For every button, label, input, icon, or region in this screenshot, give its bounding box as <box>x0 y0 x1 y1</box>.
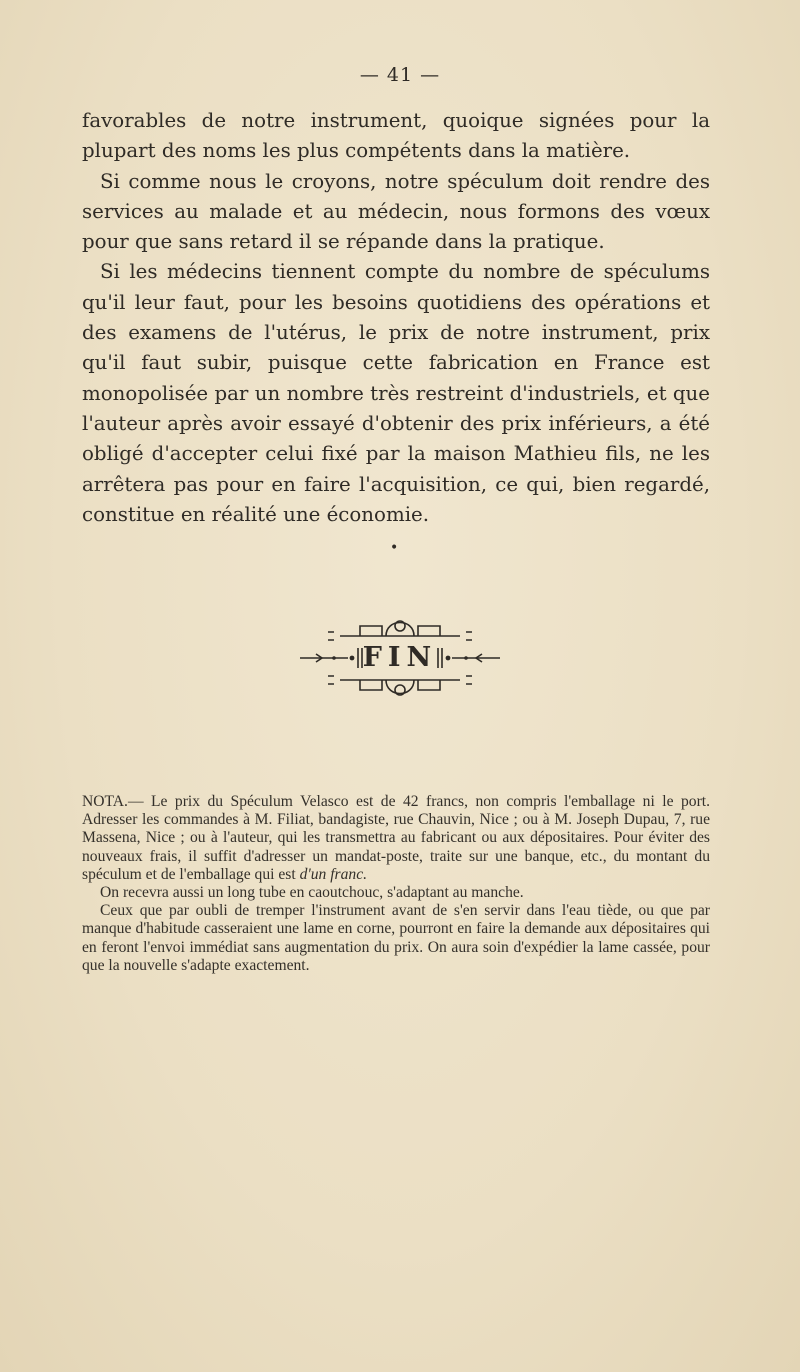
paragraph-2: Si comme nous le croyons, notre spéculum doit rendre des services au malade et au médecin, nous formons des vœux pour que sans retard il se répande dans la pratique. <box>82 169 710 254</box>
nota-paragraph-1 <box>82 793 710 884</box>
nota-section <box>82 793 710 975</box>
page-number: — 41 — <box>359 64 441 86</box>
separator-dot: • <box>390 540 399 556</box>
paragraph-1: favorables de notre instrument, quoique signées pour la plupart des noms les plus compétents dans la matière. <box>82 109 710 163</box>
paragraph-3: Si les médecins tiennent compte du nombre de spéculums qu'il leur faut, pour les besoins quotidiens des opérations et des examens de l'utérus, le prix de notre instrument, prix qu'il faut subir, puisque cette fabrication en France est monopolisée par un nombre très restreint d'industriels, et que l'auteur après avoir essayé d'obtenir des prix inférieurs, a été obligé d'accepter celui fixé par la maison Mathieu fils, ne les arrêtera pas pour en faire l'acquisition, ce qui, bien regardé, constitue en réalité une économie. <box>82 260 710 526</box>
fin-word: FIN <box>362 642 438 673</box>
main-text <box>82 106 710 530</box>
fin-ornament <box>300 614 500 700</box>
nota-paragraph-2: On recevra aussi un long tube en caoutchouc, s'adaptant au manche. <box>100 884 524 902</box>
nota-text: NOTA.— Le prix du Spéculum Velasco est de 42 francs, non compris l'emballage ni le port. Adresser les commandes à M. Filiat, bandagiste, rue Chauvin, Nice ; ou à M. Joseph Dupau, 7, rue Massena, Nice ; ou à l'auteur, qui les transmettra au fabricant ou aux dépositaires. Pour éviter des nouveaux frais, il suffit d'adresser un mandat-poste, traite sur une banque, etc., du montant du spéculum et de l'emballage qui est <box>82 793 710 883</box>
nota-paragraph-3: Ceux que par oubli de tremper l'instrument avant de s'en servir dans l'eau tiède, ou que par manque d'habitude casseraient une lame en corne, pourront en faire la demande aux dépositaires qui en feront l'envoi immédiat sans augmentation du prix. On aura soin d'expédier la lame cassée, pour que la nouvelle s'adapte exactement. <box>82 902 710 974</box>
nota-price-italic: d'un franc. <box>299 865 368 883</box>
